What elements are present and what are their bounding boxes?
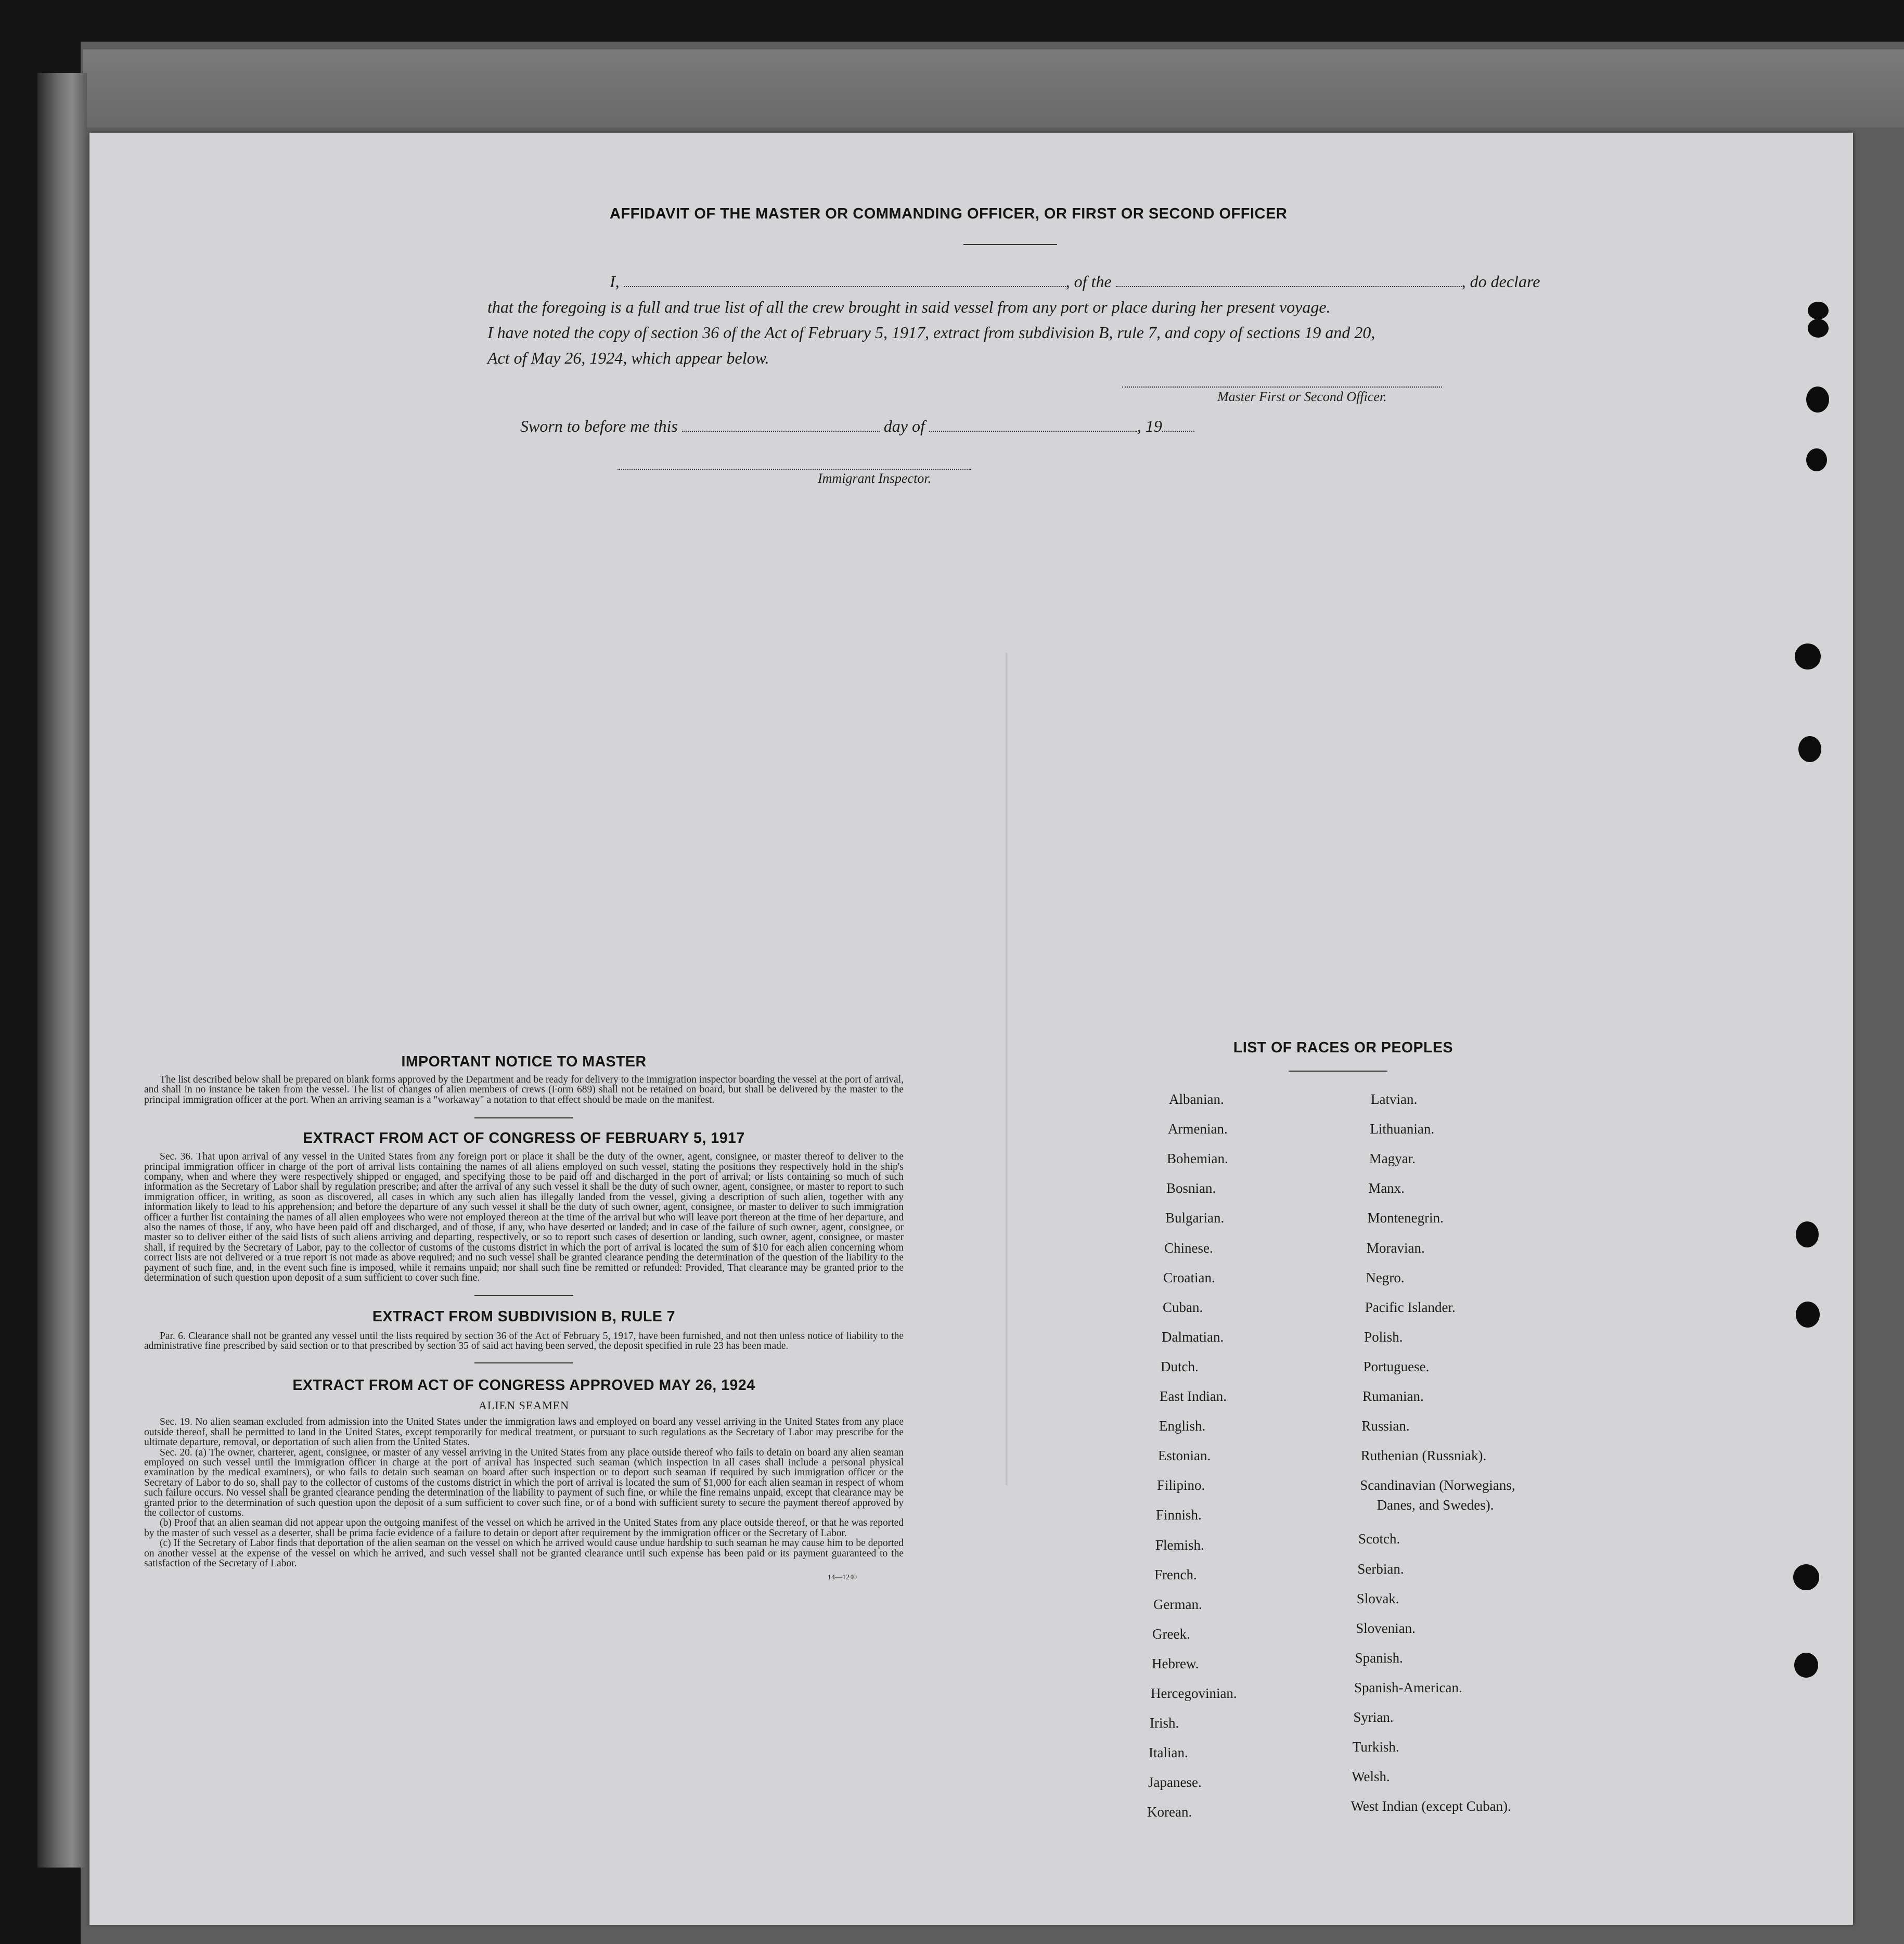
race-item: French. <box>1154 1566 1197 1582</box>
punch-hole <box>1796 1302 1820 1328</box>
punch-hole <box>1796 1221 1819 1247</box>
sec-20a-paragraph: Sec. 20. (a) The owner, charterer, agent, consignee, or master of any vessel arriving in the United States from any place outside thereof who fails to detain on board any alien seaman employed on such vessel until the immigration officer in charge at the port of arrival has inspected such seaman (which inspection in all cases shall include a personal physical examination by the medical examiners), or who fails to detain such seaman on board after such inspection or to deport such seaman if required by such immigration officer or the Secretary of Labor to do so, shall pay to the collector of customs of the customs district in which the port of arrival is located the sum of $1,000 for each alien seaman in respect of whom such failure occurs. No vessel shall be granted clearance pending the determination of the liability to payment of such fine, or while the fine remains unpaid, except that clearance may be granted prior to the determination of such question upon the deposit of a sum sufficient to cover such fine, or of a bond with sufficient surety to secure the payment thereof approved by the collector of customs. <box>144 1447 904 1518</box>
affidavit-line-3: I have noted the copy of section 36 of the Act of February 5, 1917, extract from subdivision B, rule 7, and copy of sections 19 and 20, <box>487 323 1375 342</box>
punch-hole <box>1808 302 1829 319</box>
race-item: Bosnian. <box>1166 1180 1216 1196</box>
race-item: Flemish. <box>1155 1537 1204 1553</box>
notice-body <box>144 1075 904 1105</box>
race-item: Scotch. <box>1358 1531 1400 1547</box>
race-item: Spanish-American. <box>1354 1679 1462 1695</box>
name-blank[interactable] <box>624 273 1066 287</box>
races-rule <box>1289 1071 1387 1072</box>
race-item: Slovenian. <box>1356 1620 1416 1636</box>
race-item: Dutch. <box>1161 1358 1199 1374</box>
race-item: Estonian. <box>1158 1448 1211 1464</box>
race-item: West Indian (except Cuban). <box>1350 1798 1511 1814</box>
race-item: Turkish. <box>1352 1739 1399 1755</box>
race-item: Hebrew. <box>1152 1655 1199 1671</box>
race-item: Cuban. <box>1163 1299 1203 1315</box>
year-label: , 19 <box>1137 417 1162 435</box>
race-item: Magyar. <box>1369 1151 1416 1167</box>
race-item: Slovak. <box>1356 1590 1399 1606</box>
vessel-blank[interactable] <box>1116 273 1462 287</box>
affidavit-line-4: Act of May 26, 1924, which appear below. <box>487 349 769 367</box>
notice-paragraph: The list described below shall be prepared on blank forms approved by the Department and be ready for delivery to the immigration inspector boarding the vessel at the port of arrival, and shall in no instance be taken from the vessel. The list of changes of alien members of crews (Form 689) shall not be retained on board, but shall be delivered by the master to the principal immigration officer at the port. When an arriving seaman is a "workaway" a notation to that effect should be made on the manifest. <box>144 1074 904 1105</box>
sec-20c-paragraph: (c) If the Secretary of Labor finds that deportation of the alien seaman on the vessel on which he arrived would cause undue hardship to such seaman he may cause him to be deported on another vessel at the expense of the vessel on which he arrived, and such vessel shall not be granted clearance until such expense has been paid or its payment guaranteed to the satisfaction of the Secretary of Labor. <box>144 1538 904 1569</box>
race-item: Serbian. <box>1357 1561 1404 1577</box>
race-item: Russian. <box>1361 1418 1410 1434</box>
page-stack-edge <box>37 73 87 1868</box>
race-item: Negro. <box>1366 1269 1405 1285</box>
race-item: East Indian. <box>1160 1388 1227 1404</box>
race-item: Lithuanian. <box>1370 1121 1435 1137</box>
sworn-month-blank[interactable] <box>929 417 1137 432</box>
race-item: Spanish. <box>1355 1650 1403 1666</box>
section-rule <box>474 1362 573 1363</box>
master-signature-line[interactable] <box>1122 387 1442 388</box>
sec-20b-paragraph: (b) Proof that an alien seaman did not appear upon the outgoing manifest of the vessel on which he arrived in the United States from any place outside thereof, or that he was reported by the master of such vessel as a deserter, shall be prima facie evidence of a failure to detain or deport after requirement by the immigration officer or the Secretary of Labor. <box>144 1517 904 1539</box>
race-item: Rumanian. <box>1362 1388 1424 1404</box>
page-fold <box>1005 653 1008 1485</box>
race-item: Portuguese. <box>1363 1358 1430 1374</box>
race-item: Welsh. <box>1352 1769 1390 1785</box>
sec-36-paragraph: Sec. 36. That upon arrival of any vessel in the United States from any foreign port or place it shall be the duty of the owner, agent, consignee, or master thereof to deliver to the principal immigration officer in charge of the port of arrival lists containing the names of all aliens employed on such vessel, stating the positions they respectively hold in the ship's company, when and where they were respectively shipped or engaged, and specifying those to be paid off and discharged in the port of arrival; or lists containing so much of such information as the Secretary of Labor shall by regulation prescribe; and after the arrival of any such vessel it shall be the duty of such owner, agent, consignee, or master to report to such immigration officer, in writing, as soon as discovered, all cases in which any such alien has illegally landed from the vessel, giving a description of such alien, together with any information likely to lead to his apprehension; and before the departure of any such vessel it shall be the duty of such owner, agent, consignee, or master to deliver to such immigration officer a further list containing the names of all alien employees who were not employed thereon at the time of the arrival but who will leave port thereon at the time of her departure, and also the names of those, if any, who have been paid off and discharged, and of those, if any, who have deserted or landed; and in case of the failure of such owner, agent, consignee, or master so to deliver either of the said lists of such aliens arriving and departing, respectively, or so to report such cases of desertion or landing, such owner, agent, consignee, or master shall, if required by the Secretary of Labor, pay to the collector of customs of the customs district in which the port of arrival is located the sum of $10 for each alien concerning whom correct lists are not delivered or a true report is not made as above required; and no such vessel shall be granted clearance pending the determination of the question of the liability to the payment of such fine, and, in the event such fine is imposed, while it remains unpaid; nor shall such fine be remitted or refunded: Provided, That clearance may be granted prior to the determination of such question upon deposit of a sum sufficient to cover such fine. <box>144 1151 904 1284</box>
race-item: Ruthenian (Russniak). <box>1360 1448 1487 1464</box>
race-item: Polish. <box>1364 1329 1403 1345</box>
races-title: LIST OF RACES OR PEOPLES <box>1233 1039 1453 1056</box>
race-item: Pacific Islander. <box>1365 1299 1456 1315</box>
section-rule <box>474 1295 573 1296</box>
sworn-day-blank[interactable] <box>682 417 880 432</box>
race-item: Moravian. <box>1367 1240 1425 1256</box>
punch-hole <box>1798 736 1821 762</box>
punch-hole <box>1806 387 1829 413</box>
race-item: Japanese. <box>1148 1774 1202 1791</box>
race-item: Hercegovinian. <box>1151 1685 1237 1701</box>
race-item: English. <box>1159 1418 1206 1434</box>
race-item: Greek. <box>1152 1626 1190 1642</box>
race-item: Danes, and Swedes). <box>1376 1497 1494 1513</box>
extract-1917-body <box>144 1152 904 1283</box>
race-item: Filipino. <box>1157 1477 1205 1494</box>
inspector-signature-line[interactable] <box>617 469 971 470</box>
extract-1924-body <box>144 1417 904 1568</box>
race-item: Latvian. <box>1371 1091 1418 1107</box>
extract-1917-title: EXTRACT FROM ACT OF CONGRESS OF FEBRUARY 5, 1917 <box>303 1130 745 1147</box>
master-signature-label: Master First or Second Officer. <box>1217 389 1387 404</box>
day-of-label: day of <box>883 417 925 435</box>
declare-label: , do declare <box>1461 272 1540 291</box>
title-rule <box>963 244 1057 245</box>
race-item: Manx. <box>1368 1180 1405 1196</box>
punch-hole <box>1794 1653 1818 1678</box>
backing-board-top <box>83 49 1904 127</box>
punch-hole <box>1795 643 1821 670</box>
punch-hole <box>1806 448 1827 471</box>
race-item: Syrian. <box>1353 1709 1394 1725</box>
race-item: German. <box>1153 1596 1202 1612</box>
race-item: Italian. <box>1149 1745 1188 1761</box>
punch-hole <box>1808 319 1829 338</box>
affidavit-title: AFFIDAVIT OF THE MASTER OR COMMANDING OFFICER, OR FIRST OR SECOND OFFICER <box>610 205 1288 222</box>
sworn-year-blank[interactable] <box>1162 417 1194 432</box>
race-item: Finnish. <box>1156 1507 1202 1523</box>
notice-title: IMPORTANT NOTICE TO MASTER <box>401 1053 647 1070</box>
sworn-label: Sworn to before me this <box>520 417 678 435</box>
alien-seamen-subtitle: ALIEN SEAMEN <box>479 1399 569 1412</box>
race-item: Dalmatian. <box>1162 1329 1224 1345</box>
race-item: Albanian. <box>1169 1091 1224 1107</box>
race-item: Scandinavian (Norwegians, <box>1360 1477 1515 1494</box>
sworn-line <box>520 414 1194 439</box>
of-the-label: , of the <box>1065 272 1112 291</box>
race-item: Irish. <box>1150 1715 1179 1731</box>
race-item: Croatian. <box>1163 1269 1215 1285</box>
document-page <box>89 133 1853 1925</box>
inspector-label: Immigrant Inspector. <box>818 471 932 486</box>
race-item: Bohemian. <box>1167 1151 1228 1167</box>
par-6-paragraph: Par. 6. Clearance shall not be granted any vessel until the lists required by section 36 of the Act of February 5, 1917, have been furnished, and not then unless notice of liability to the administrative fine prescribed by said section or to that prescribed by section 35 of said act having been served, the deposit specified in rule 23 has been made. <box>144 1330 904 1351</box>
race-item: Korean. <box>1147 1804 1192 1820</box>
section-rule <box>474 1117 573 1118</box>
race-item: Montenegrin. <box>1367 1210 1444 1226</box>
legal-column <box>144 1053 904 1582</box>
race-item: Armenian. <box>1168 1121 1228 1137</box>
extract-1924-title: EXTRACT FROM ACT OF CONGRESS APPROVED MAY 26, 1924 <box>292 1377 755 1394</box>
race-item: Chinese. <box>1164 1240 1213 1256</box>
affidavit-line-2: that the foregoing is a full and true list of all the crew brought in said vessel from any port or place during her present voyage. <box>487 298 1331 316</box>
extract-rule7-title: EXTRACT FROM SUBDIVISION B, RULE 7 <box>372 1308 676 1325</box>
race-item: Bulgarian. <box>1165 1210 1225 1226</box>
i-label: I, <box>610 272 620 291</box>
affidavit-declaration-line <box>487 269 1679 294</box>
extract-rule7-body <box>144 1331 904 1351</box>
sec-19-paragraph: Sec. 19. No alien seaman excluded from admission into the United States under the immigration laws and employed on board any vessel arriving in the United States from any place outside thereof, shall be permitted to land in the United States, except temporarily for medical treatment, or pursuant to such regulations as the Secretary of Labor may prescribe for the ultimate departure, removal, or deportation of such alien from the United States. <box>144 1417 904 1448</box>
form-number: 14—1240 <box>828 1574 857 1582</box>
punch-hole <box>1793 1564 1819 1590</box>
